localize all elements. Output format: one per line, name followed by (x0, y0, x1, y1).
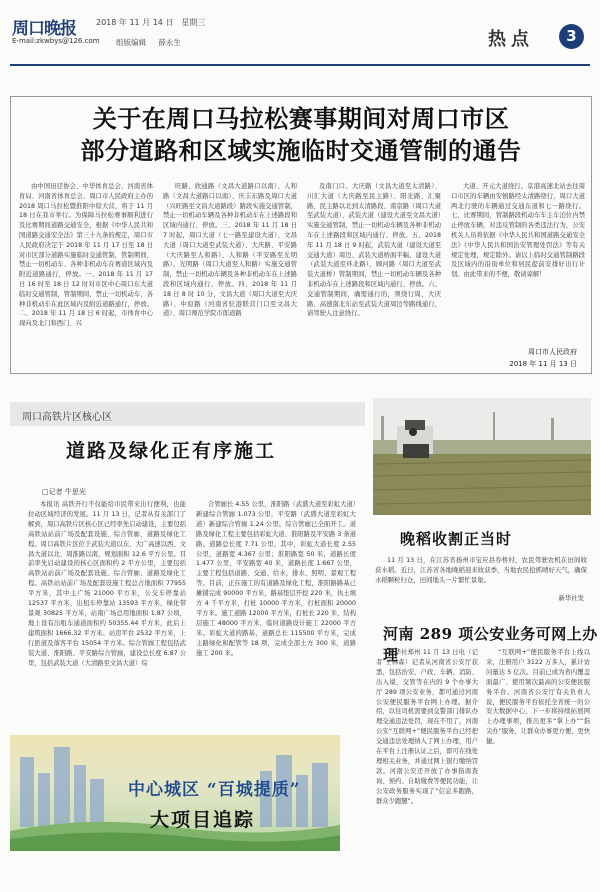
editor-role: 组版编辑 (116, 38, 146, 47)
banner-line2: 大项目追踪 (150, 809, 256, 831)
article-kicker: 周口高铁片区核心区 (22, 412, 112, 423)
news-headline: 河南 289 项公安业务可网上办理 (383, 625, 598, 664)
kicker-bar (10, 402, 365, 426)
contact-email: E-mail:zkwbys@126.com (12, 37, 100, 45)
notice-body (19, 182, 585, 368)
newspaper-logo: 周口晚报 (12, 19, 76, 39)
news-column: 新华社郑州 11 月 13 日电（记者 王林森）记者从河南省公安厅获悉，包括治安、户政、车辆、消防、出入境、交管等在内的 9 个办事大厅 289 项公安业务，都可通过河南公安便民服务平台网上办理。据介绍，以往司机需要到交警部门排队办理交通违法处罚，现在不用了，河南公安“互联网+”便民服务平台已经把交通违法处理纳入了网上办理，用户在平台上注册认证之后，即可在线处理相关业务，并通过网上银行缴纳罚款。河南公安还开放了办事指南查询、预约、自助缴费等便民功能，让公安政务服务实现了“信息多跑路，群众少跑腿”。 (376, 649, 478, 805)
notice-column: 及南门口、大庆路（文昌大道至太清路）、川汇大道（大庆路至民主路）、阳光路、汇聚路、民主路以北到太清路段、南京路（周口大道至武装大道）、武装大道（建设大道至文昌大道）实施交通管制，禁止一切机动车辆及各种非机动车在上述路段和区域内通行、停放。五、2018 年 11 月 18 日 9 时起，武装大道（建设大道至交通大道）周边、武装大道桥面半幅、建设大道（武装大道至环北路）、顾河路（周口大道至武装大道桥）管制期间，禁止一切机动车辆及各种非机动车在上述路段和区域内通行、停放。六、交通管制期间，确需通行的，须绕行周、大庆路、高速南北东站至武装大道周边等路线通行，请驾驶人注意绕行。 (307, 183, 441, 318)
editor-name: 薛永生 (158, 38, 181, 47)
article-column: 合管廊长 4.55 公里，淮阳路（武盛大道至彩虹大道）新建综合管廊 1.073 公里，平安路（武盛大道至彩虹大道）新建综合管廊 1.24 公里。综合管廊已全面开工。道路及绿化工程主要包括彩虹大道、淮阳路及平安路 3 条道路。道路总长度 7.71 公里，其中，彩虹大道长度 2.55 公里，道路宽 4.367 公里；淮阳路宽 50 米，道路长度 1.477 公里，平安路宽 40 米，道路长度 1.667 公里，主要工程包括道路、交通、给水、排水、照明、景观工程等。目前，正在施工的有道路及绿化工程，淮阳路路基已摊铺完成 90000 平方米，路基垫层开挖 220 米，执土填方 4 千平方米，打桩 10000 平方米，打桩面积 20000 平方米。施工道路 12000 平方米，打桩长 220 米，结构层施工 48000 平方米，临时道路设计施工 22000 平方米。彩虹大道的路基，道路总长 115500 平方米，完成主路绿化和配管等 18 项，完成全部土方 300 米，道路施工 200 米。 (196, 501, 356, 657)
notice-title-line2: 部分道路和区域实施临时交通管制的通告 (80, 136, 522, 165)
photo-caption: 11 月 13 日，在江苏省扬州市宝应县券桥村，农民驾驶农机在田间收获水稻。近日，江苏省各地晚稻迎来收获季，当地农民抢抓晴好天气，确保水稻颗粒归仓，田间地头一片繁忙景象。 (375, 556, 587, 584)
section-title: 热点 (488, 29, 534, 50)
masthead-rule (10, 64, 590, 66)
article-column: 本报讯 高铁开行不仅能给市民带来出行便利，也能拉动区域经济的发展。11 月 13 日，记者从有关部门了解到，周口高铁片区核心区已经率先启动建设，主要包括高铁站站前广场及配套设施、综合管廊、道路及绿化工程。周口高铁片区位于武装大道以东、大广高速以西、文昌大道以北、周淮路以南，规划面积 12.6 平方公里。目前率先启动建设的核心区面积约 2 平方公里，主要包括高铁站站前广场及配套设施、综合管廊、道路及绿化工程。高铁站站前广场及配套设施工程总占地面积 77955 平方米，其中主广场 21000 平方米，公交车停靠站 12537 平方米，出租车停靠站 13593 平方米，绿化带景观 30825 平方米，站南广场总用地面积 1.87 公顷，地上设有出租车通道面积约 50355.44 平方米，此后上建筑面积 1666.32 平方米。站房平台 2532 平方米，上行匝道及落客平台 15054 平方米。综合管廊工程包括武装大道、淮阳路、平安路综合管廊，建设总长度 6.87 公里，包括武装大道（大清路至文昌大道）综 (28, 501, 186, 667)
harvest-photo (373, 398, 591, 515)
notice-column: 大道、开元大道绕行，京港高速北站去往周口市区的车辆由安慎路经太清路绕行，周口大道两北行驶的车辆通过交通东道和七一路绕行。七、比赛期间，管制路段机动车车主车泊位内禁止停放车辆，对违反管制的各类违法行为，公安机关人员将依据《中华人民共和国道路交通安全法》《中华人民共和国治安管理处罚法》等有关规定处理，规定除外。请以上临时交通管制路段及区域内的沿街单位和居民提前安排好出行计划。由此带来的不便，敬请谅解！ (451, 183, 585, 279)
project-banner (10, 735, 340, 851)
article-headline: 道路及绿化正有序施工 (66, 440, 277, 462)
traffic-notice (10, 96, 592, 374)
masthead (0, 0, 600, 66)
notice-title (11, 103, 591, 167)
news-column: “互联网+”便民服务平台上线以来，注册用户 3122 万多人，累计访问量达 5 亿次。目前已成为省内覆盖面最广、使用频次最高的公安便民服务平台。河南省公安厅有关负责人说，便民服务平台依托全省统一的公安大数据中心，下一步将持续拓展网上办理事项，推出更多“掌上办”“指尖办”服务，让群众办事更方便、更快捷。 (486, 649, 590, 746)
banner-line1: 中心城区 “百城提质” (128, 780, 301, 800)
notice-column: 旺路、欣通路（文昌大道路口以南）、人和路（文昌大道路口以南）、庆丰东路及周口大道（兴旺路至文昌大道路段）路段实施交通管制，禁止一切机动车辆及各种非机动车在上述路段和区域内通行、停放。三、2018 年 11 月 18 日 7 时起，周口大道（七一路至建设大道）、文昌大道（周口大道至武装大道）、大庆路、平安路（大庆路至人和路）、人和路（平安路至光明路）、光明路（周口大道至人和路）实施交通管制，禁止一切机动车辆及各种非机动车在上述路段和区域内通行，停放。四、2018 年 11 月 18 日 8 时 10 分，文昌大道（周口大道至大庆路）、中原路（河南省驻港联营门口至文昌大道）、周口师范学院市郎道路 (163, 183, 297, 318)
editor-credits (116, 37, 191, 48)
page-number-badge: 3 (559, 24, 584, 49)
photo-headline: 晚稻收割正当时 (400, 530, 513, 548)
notice-signoff-date: 2018 年 11 月 13 日 (509, 360, 577, 368)
rice-harvest-image (373, 398, 591, 515)
notice-title-line1: 关于在周口马拉松赛事期间对周口市区 (92, 104, 510, 133)
photo-credit: 新华社发 (558, 594, 584, 602)
notice-column: 由中国田径协会、中华体育总会、河南省体育局、河南省体育总会、周口市人民政府主办的 2018 周口马拉松暨淮阳中原大营，将于 11 月 18 日在我市举行。为保障马拉松赛事顺利进行及比赛期间道路交通安全，根据《中华人民共和国道路交通安全法》第三十九条的规定，周口市人民政府决定于 2018 年 11 月 17 日至 18 日对市区部分道路实施临时交通管制，管制期间，禁止一切机动车、各种非机动车在赛道区域内及附近道路通行，停放。一、2018 年 11 月 17 日 16 时至 18 日 12 时对市区中心周口东大道临时交通管制，管制期间，禁止一切机动车、各种非机动车在此区域内及附近道路通行，停放。二、2018 年 11 月 18 日 6 时起，市体育中心现向及北门和西门、兴 (19, 183, 153, 328)
notice-signoff-org: 周口市人民政府 (528, 348, 577, 356)
issue-date: 2018 年 11 月 14 日 星期三 (96, 18, 206, 27)
article-byline: □记者 牛思光 (42, 488, 86, 496)
